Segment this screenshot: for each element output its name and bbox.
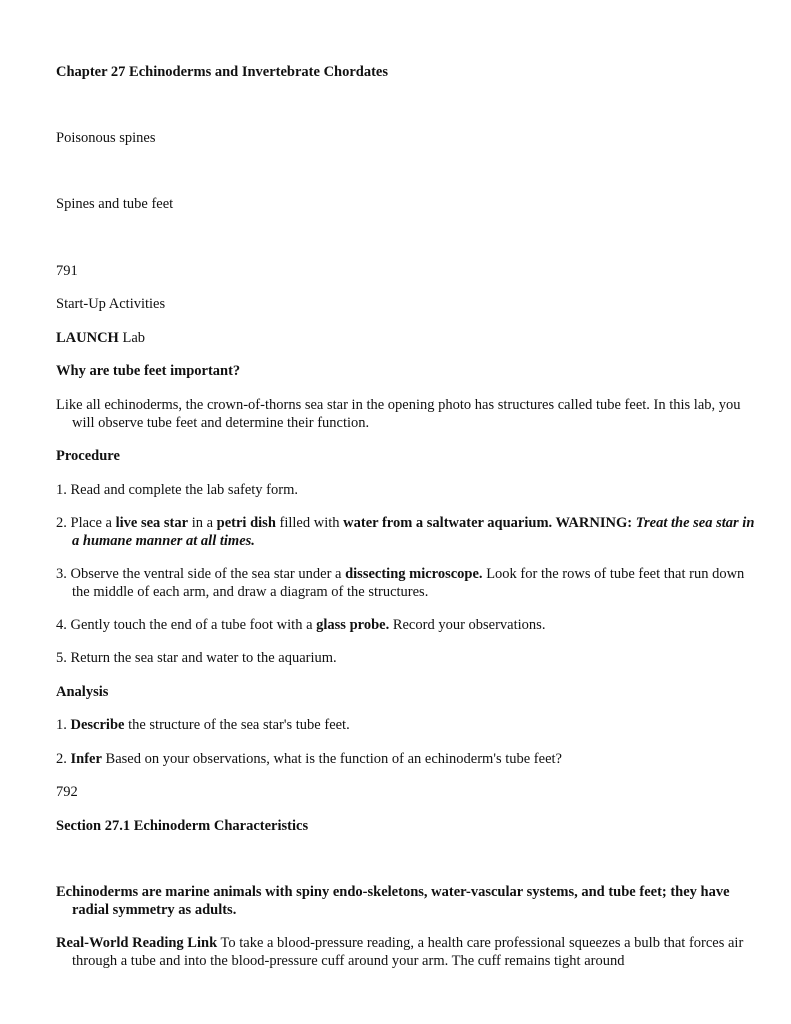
- procedure-step-5: 5. Return the sea star and water to the aquarium.: [56, 650, 337, 666]
- chapter-title: Chapter 27 Echinoderms and Invertebrate Chordates: [56, 64, 389, 80]
- photo-caption-spines-tube-feet: Spines and tube feet: [56, 196, 174, 212]
- main-idea-paragraph: Echinoderms are marine animals with spiny endo-skeletons, water-vascular systems, and tube feet; they have radial symmetry as adults.: [56, 884, 730, 918]
- lab-intro-paragraph: Like all echinoderms, the crown-of-thorns sea star in the opening photo has structures called tube feet. In this lab, you will observe tube feet and determine their function.: [56, 397, 741, 431]
- section-heading: Section 27.1 Echinoderm Characteristics: [56, 818, 309, 834]
- procedure-heading: Procedure: [56, 448, 120, 464]
- procedure-step-1: 1. Read and complete the lab safety form.: [56, 482, 298, 498]
- lab-question: Why are tube feet important?: [56, 363, 241, 379]
- analysis-question-2: 2. Infer Based on your observations, what is the function of an echinoderm's tube feet?: [56, 751, 562, 767]
- launch-lab-heading: LAUNCH Lab: [56, 330, 146, 346]
- procedure-step-4: 4. Gently touch the end of a tube foot with a glass probe. Record your observations.: [56, 617, 546, 633]
- procedure-step-3: 3. Observe the ventral side of the sea star under a dissecting microscope. Look for the rows of tube feet that run down the middle of each arm, and draw a diagram of the structures.: [56, 566, 745, 600]
- photo-caption-poisonous-spines: Poisonous spines: [56, 130, 156, 146]
- reading-link-paragraph: Real-World Reading Link To take a blood-pressure reading, a health care professional squeezes a bulb that forces air through a tube and into the blood-pressure cuff around your arm. The cuff remains tight around: [56, 935, 744, 969]
- analysis-question-1: 1. Describe the structure of the sea star's tube feet.: [56, 717, 350, 733]
- page-number-791: 791: [56, 263, 78, 279]
- startup-activities-heading: Start-Up Activities: [56, 296, 166, 312]
- analysis-heading: Analysis: [56, 684, 109, 700]
- page-number-792: 792: [56, 784, 78, 800]
- procedure-step-2: 2. Place a live sea star in a petri dish filled with water from a saltwater aquarium. WARNING: Treat the sea star in a humane manner at all times.: [56, 515, 755, 549]
